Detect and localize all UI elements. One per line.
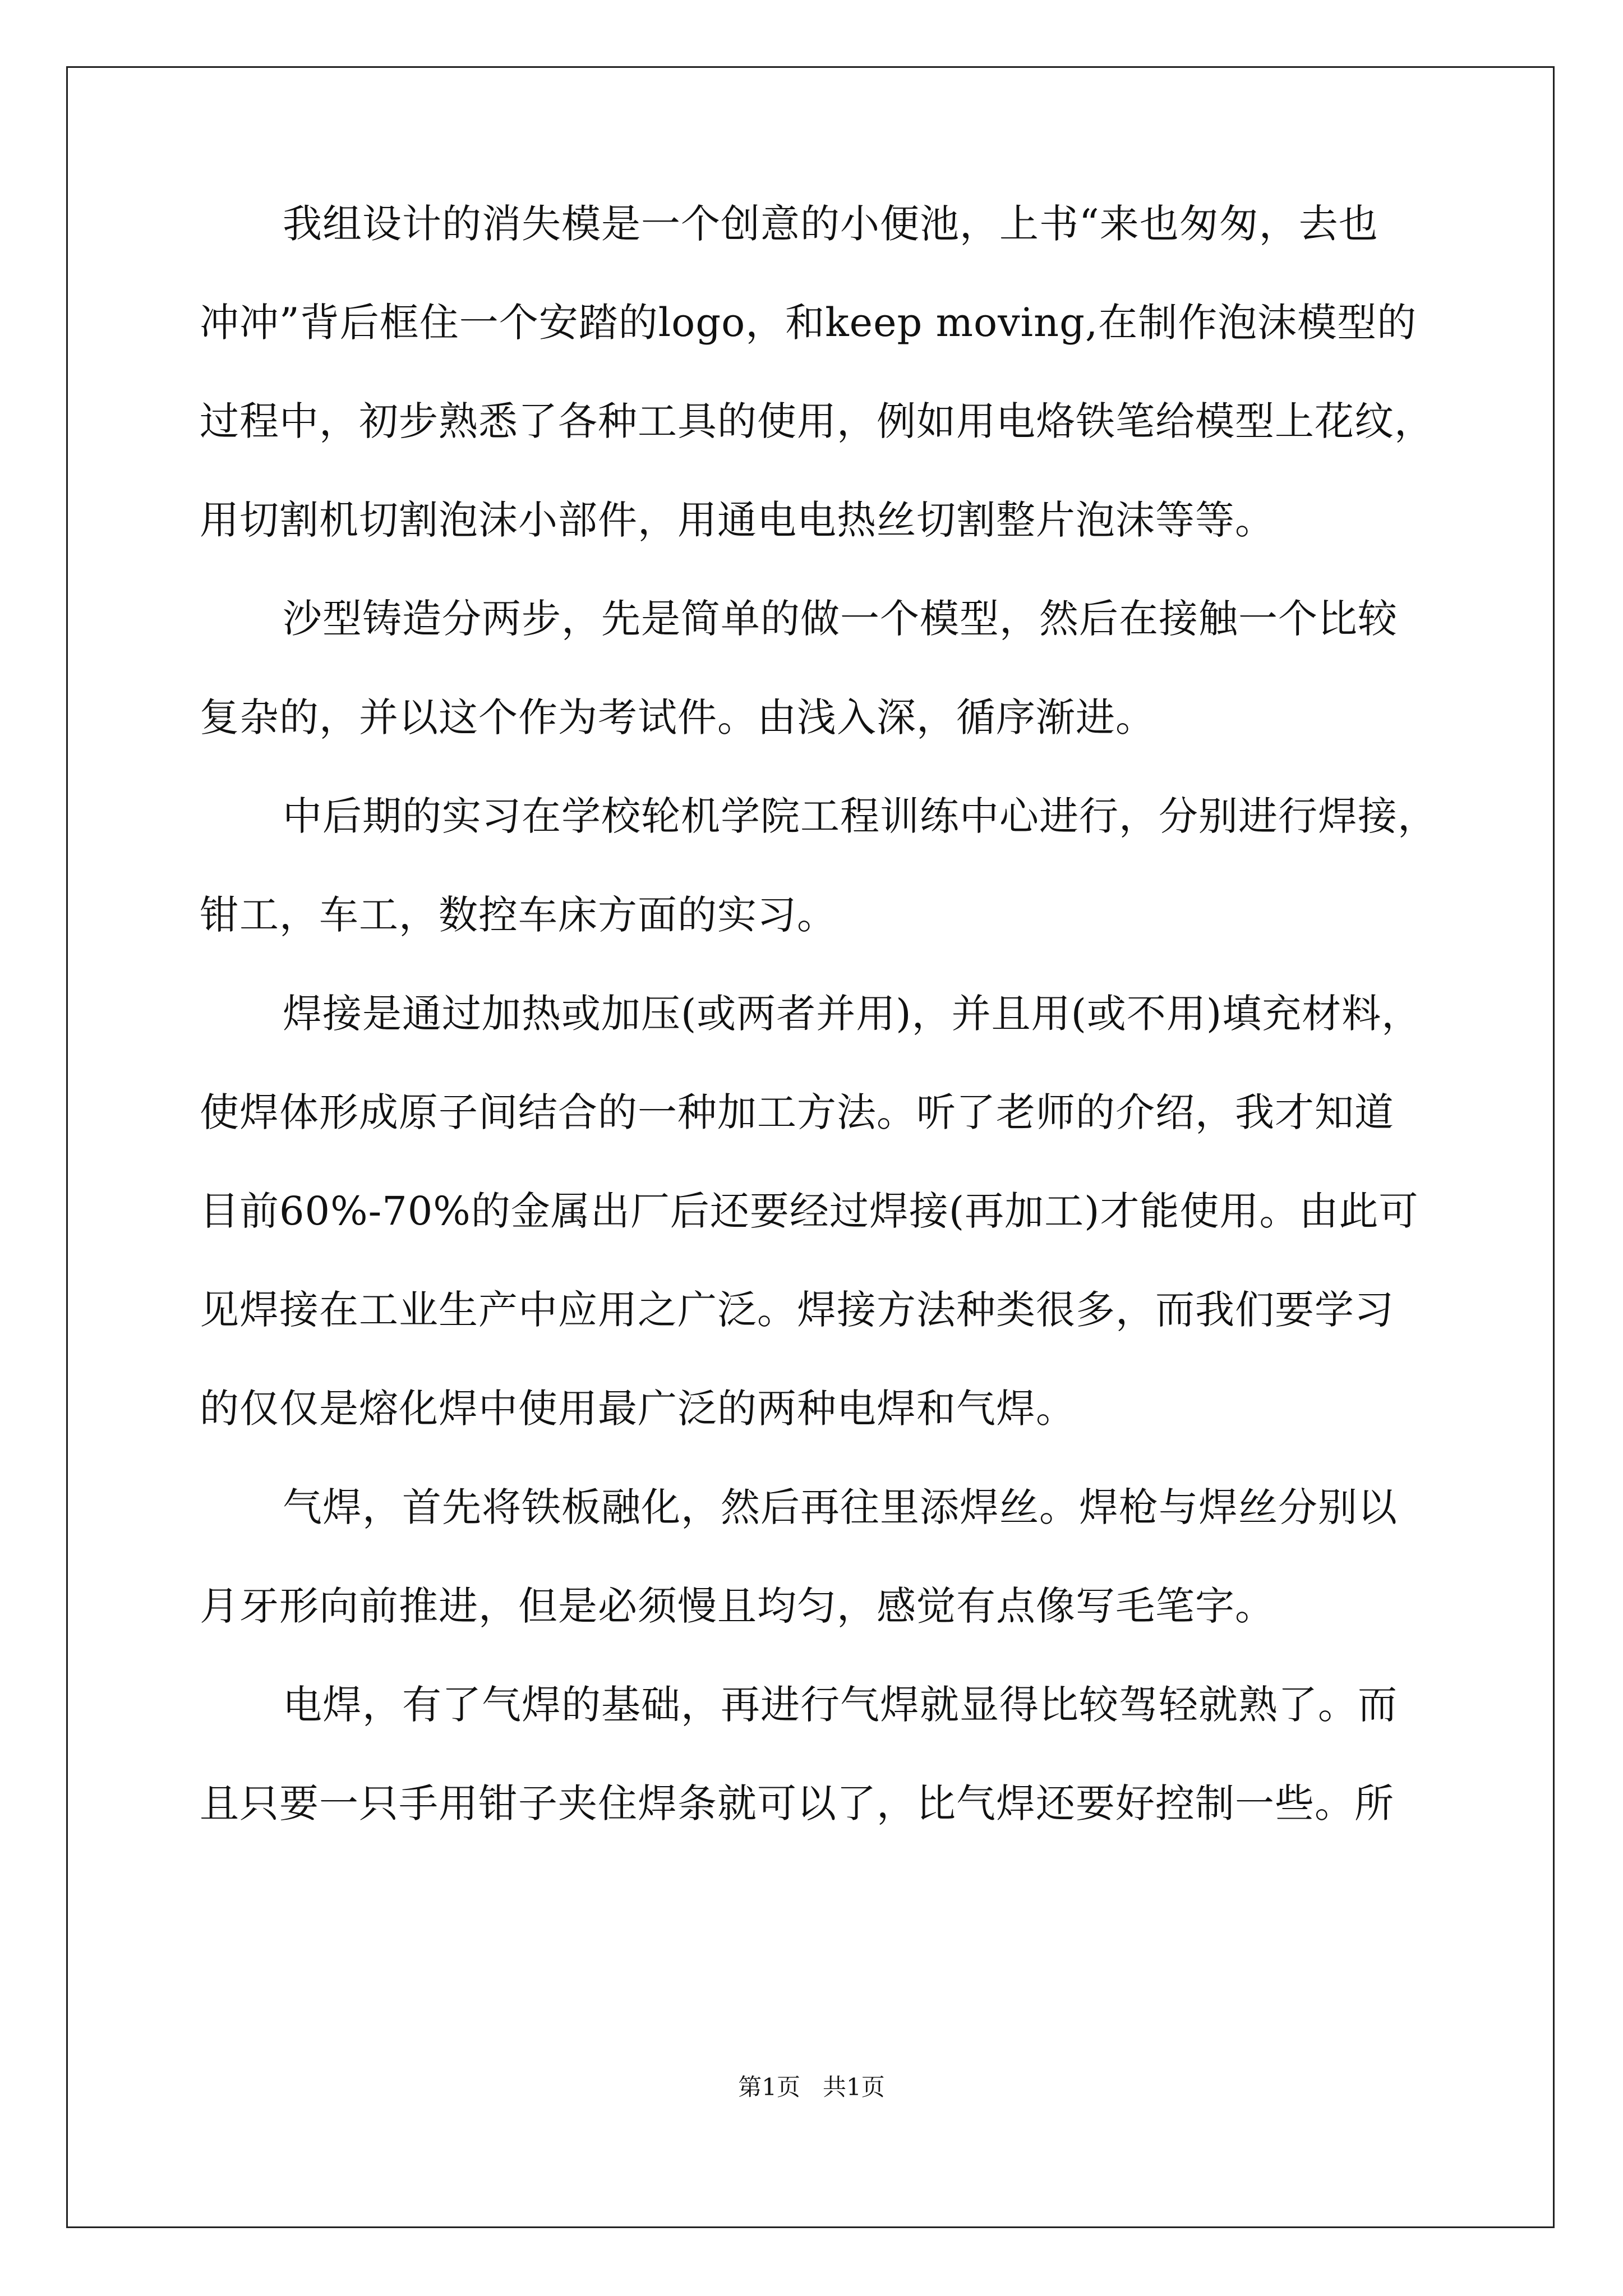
paragraph-4-line-5: 的仅仅是熔化焊中使用最广泛的两种电焊和气焊。 <box>200 1386 1076 1432</box>
paragraph-5-line-1: 气焊，首先将铁板融化，然后再往里添焊丝。焊枪与焊丝分别以 <box>283 1484 1398 1530</box>
page-border <box>66 66 1555 2228</box>
paragraph-3-line-1: 中后期的实习在学校轮机学院工程训练中心进行，分别进行焊接， <box>283 793 1437 839</box>
paragraph-6-line-1: 电焊，有了气焊的基础，再进行气焊就显得比较驾轻就熟了。而 <box>283 1682 1398 1728</box>
paragraph-1-line-3: 过程中，初步熟悉了各种工具的使用，例如用电烙铁笔给模型上花纹， <box>200 398 1434 444</box>
paragraph-1-line-4: 用切割机切割泡沫小部件，用通电电热丝切割整片泡沫等等。 <box>200 497 1275 543</box>
paragraph-4-line-4: 见焊接在工业生产中应用之广泛。焊接方法种类很多，而我们要学习 <box>200 1287 1394 1333</box>
paragraph-5-line-2: 月牙形向前推进，但是必须慢且均匀，感觉有点像写毛笔字。 <box>200 1583 1275 1629</box>
paragraph-2-line-1: 沙型铸造分两步，先是简单的做一个模型，然后在接触一个比较 <box>283 596 1398 642</box>
paragraph-4-line-3: 目前60%-70%的金属出厂后还要经过焊接(再加工)才能使用。由此可 <box>200 1188 1419 1234</box>
page-footer: 第1页 共1页 <box>738 2073 885 2101</box>
paragraph-1-line-1: 我组设计的消失模是一个创意的小便池，上书“来也匆匆，去也 <box>283 201 1378 247</box>
paragraph-2-line-2: 复杂的，并以这个作为考试件。由浅入深，循序渐进。 <box>200 694 1155 740</box>
paragraph-4-line-1: 焊接是通过加热或加压(或两者并用)，并且用(或不用)填充材料， <box>283 991 1422 1037</box>
paragraph-1-line-2: 冲冲”背后框住一个安踏的logo，和keep moving,在制作泡沫模型的 <box>200 300 1417 346</box>
paragraph-4-line-2: 使焊体形成原子间结合的一种加工方法。听了老师的介绍，我才知道 <box>200 1089 1394 1135</box>
paragraph-6-line-2: 且只要一只手用钳子夹住焊条就可以了，比气焊还要好控制一些。所 <box>200 1780 1394 1826</box>
paragraph-3-line-2: 钳工，车工，数控车床方面的实习。 <box>200 892 837 938</box>
